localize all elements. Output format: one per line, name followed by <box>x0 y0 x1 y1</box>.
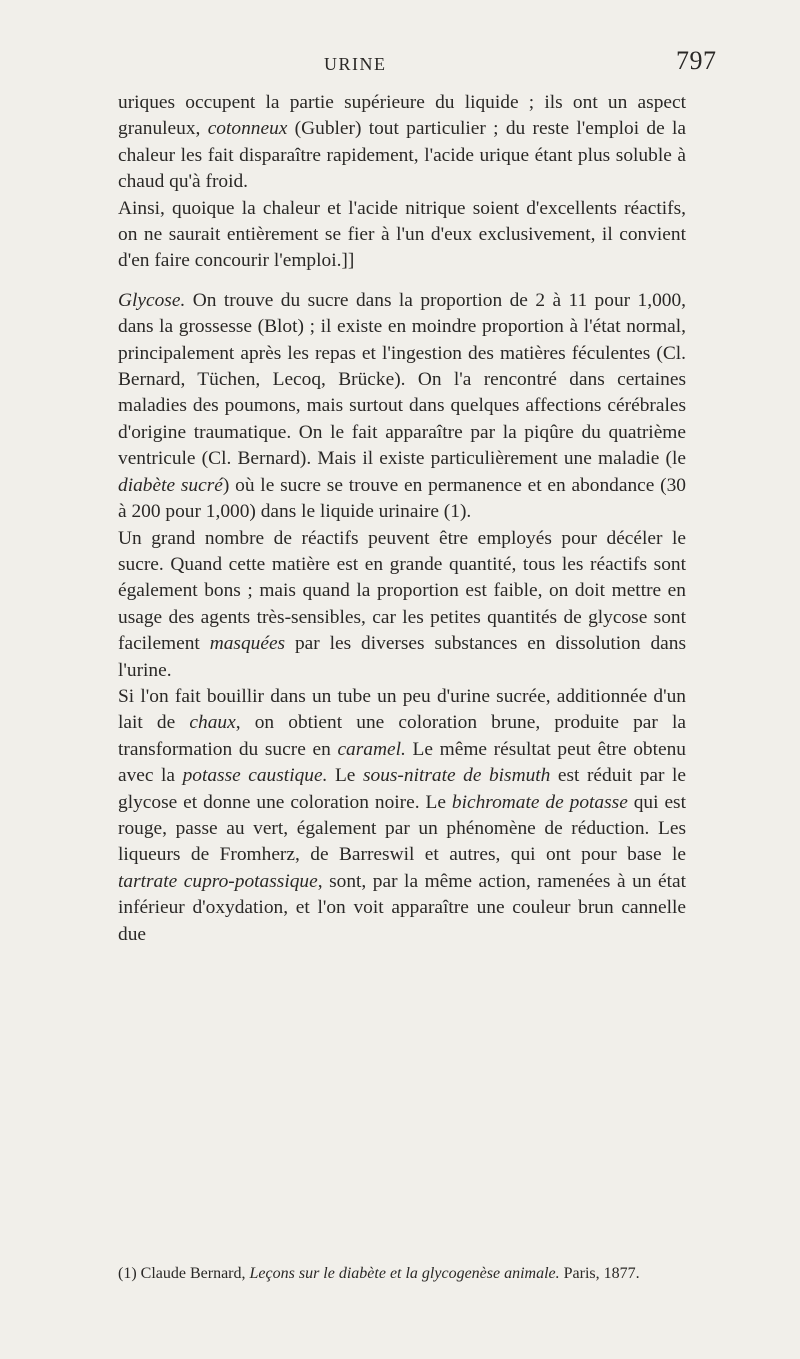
paragraph-text: ) où le sucre se trouve en permanence et en abondance (30 à 200 pour 1,000) dans le liquide urinaire (1). <box>118 474 687 523</box>
italic-term: chaux <box>189 712 236 734</box>
paragraph-text: qui est rouge, passe au vert, également par un phénomène de réduction. Les liqueurs de Fromherz, de Barreswil et autres, qui ont pour base le <box>118 791 686 866</box>
paragraph-text: , on obtient une coloration brune, produite par la transformation du sucre en <box>118 712 686 760</box>
footnote-title: Leçons sur le diabète et la glycogenèse animale. <box>249 1265 560 1282</box>
paragraph-text: uriques occupent la partie supérieure du liquide ; ils ont un aspect granuleux, <box>118 92 686 140</box>
paragraph-text: Ainsi, quoique la chaleur et l'acide nitrique soient d'excellents réactifs, on ne saurait entièrement se fier à l'un d'eux exclusivement, il convient d'en faire concourir l'emploi.]] <box>118 197 686 272</box>
paragraph-text: On trouve du sucre dans la proportion de 2 à 11 pour 1,000, dans la grossesse (Blot) ; il existe en moindre proportion à l'état normal, principalement après les repas et l'ingestion des matières féculentes (Cl. Bernard, Tüchen, Lecoq, Brücke). On l'a rencontré dans certaines maladies des poumons, mais surtout dans quelques affections cérébrales d'origine traumatique. On le fait apparaître par la piqûre du quatrième ventricule (Cl. Bernard). Mais il existe particulièrement une maladie (le <box>118 289 686 470</box>
paragraph-urates <box>118 90 686 196</box>
footnote-author: Claude Bernard, <box>136 1265 250 1282</box>
footnote-mark: (1) <box>118 1265 137 1282</box>
paragraph-text: Si l'on fait bouillir dans un tube un peu d'urine sucrée, additionnée d'un lait de <box>118 685 686 734</box>
paragraph-text: , sont, par la même action, ramenées à un état inférieur d'oxydation, et l'on voit apparaître une couleur brun cannelle due <box>118 870 686 945</box>
running-head <box>0 46 800 76</box>
paragraph-text: Un grand nombre de réactifs peuvent être employés pour décéler le sucre. Quand cette matière est en grande quantité, tous les réactifs sont également bons ; mais quand la proportion est faible, on doit mettre en usage des agents très-sensibles, car les petites quantités de glycose sont facilement <box>118 527 686 655</box>
paragraph-text: par les diverses substances en dissolution dans l'urine. <box>118 633 686 681</box>
running-head-title: URINE <box>324 54 387 74</box>
italic-term: cotonneux <box>207 118 288 140</box>
italic-term: masquées <box>209 633 286 655</box>
italic-term: tartrate cupro-potassique <box>118 870 318 892</box>
paragraph-reagents <box>118 526 686 684</box>
paragraph-text: Le <box>327 765 363 787</box>
section-lead: Glycose. <box>118 289 186 311</box>
italic-term: diabète sucré <box>118 474 223 496</box>
paragraph-glycose <box>118 288 686 526</box>
paragraph-text: (Gubler) tout particulier ; du reste l'emploi de la chaleur les fait disparaître rapidement, l'acide urique étant plus soluble à chaud qu'à froid. <box>118 118 687 193</box>
paragraph-text: Le même résultat peut être obtenu avec la <box>118 738 686 787</box>
paragraph-tests <box>118 684 686 948</box>
page-number: 797 <box>676 46 717 75</box>
body-text <box>118 90 686 948</box>
footnote <box>118 1264 686 1283</box>
italic-term: bichromate de potasse <box>451 791 628 813</box>
italic-term: sous-nitrate de bismuth <box>362 765 551 787</box>
italic-term: caramel. <box>337 738 406 760</box>
paragraph-text: est réduit par le glycose et donne une coloration noire. Le <box>118 765 686 813</box>
footnote-publication: Paris, 1877. <box>559 1265 640 1282</box>
paragraph-conclusion <box>118 196 686 275</box>
italic-term: potasse caustique. <box>182 765 328 787</box>
